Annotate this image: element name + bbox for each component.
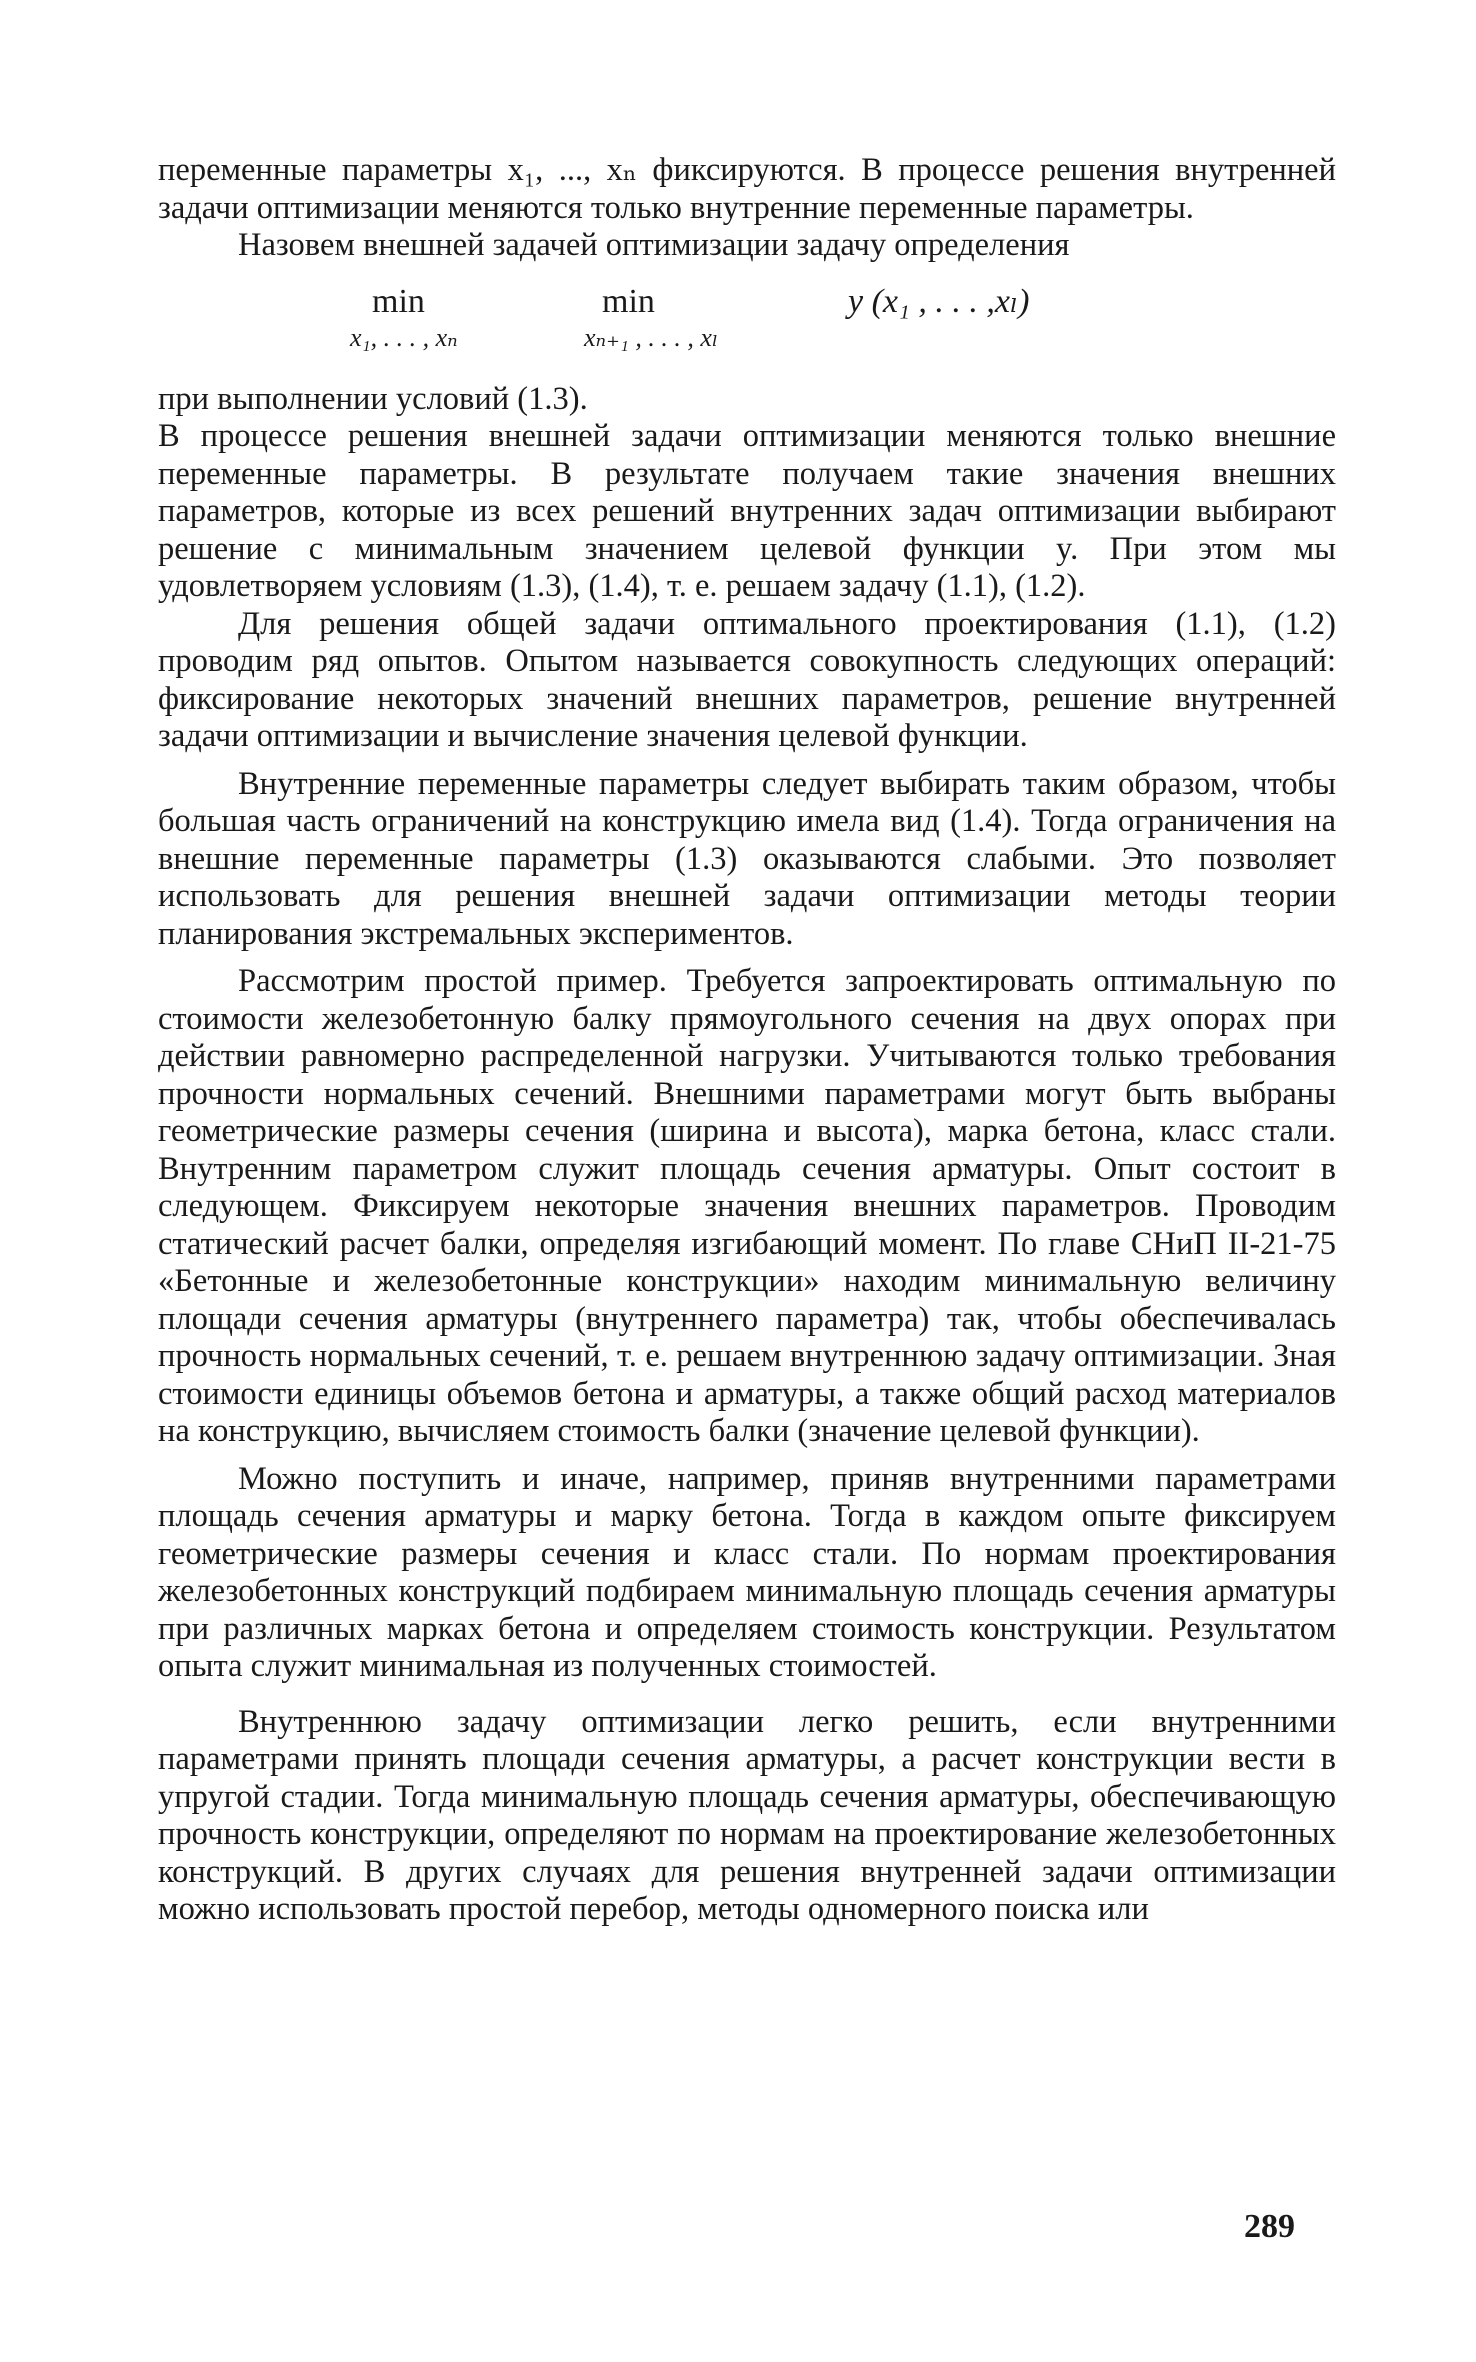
formula-min-outer: min [372, 282, 425, 320]
paragraph: при выполнении условий (1.3). [158, 380, 588, 417]
formula-sub-outer: x₁, . . . , xₙ [350, 322, 458, 352]
formula-sub-inner: xₙ₊₁ , . . . , xₗ [584, 322, 719, 352]
paragraph: Можно поступить и иначе, например, приняв внутренними параметрами площадь сечения арматуры и марку бетона. Тогда в каждом опыте фиксируем геометрические размеры сечения и класс стали. По нормам проектирования железобетонных конструкций подбираем минимальную площадь сечения арматуры при различных марках бетона и определяем стоимость конструкции. Результатом опыта служит минимальная из полученных стоимостей. [158, 1460, 1336, 1684]
paragraph: Для решения общей задачи оптимального проектирования (1.1), (1.2) проводим ряд опытов. Опытом называется совокупность следующих операций: фиксирование некоторых значений внешних параметров, решение внутренней задачи оптимизации и вычисление значения целевой функции. [158, 605, 1336, 754]
formula-min-inner: min [602, 282, 655, 320]
paragraph: В процессе решения внешней задачи оптимизации меняются только внешние переменные параметры. В результате получаем такие значения внешних параметров, которые из всех решений внутренних задач оптимизации выбирают решение с минимальным значением целевой функции y. При этом мы удовлетворяем условиям (1.3), (1.4), т. е. решаем задачу (1.1), (1.2). [158, 418, 1336, 604]
paragraph: переменные параметры x₁, ..., xₙ фиксируются. В процессе решения внутренней задачи оптимизации меняются только внутренние переменные параметры. [158, 152, 1336, 226]
paragraph: Назовем внешней задачей оптимизации задачу определения [238, 227, 1070, 263]
formula-function: y (x₁ , . . . ,xₗ) [848, 282, 1030, 320]
formula-min-min [158, 283, 1336, 371]
page-number: 289 [1244, 2208, 1295, 2245]
paragraph: Внутреннюю задачу оптимизации легко решить, если внутренними параметрами принять площади сечения арматуры, а расчет конструкции вести в упругой стадии. Тогда минимальную площадь сечения арматуры, обеспечивающую прочность конструкции, определяют по нормам на проектирование железобетонных конструкций. В других случаях для решения внутренней задачи оптимизации можно использовать простой перебор, методы одномерного поиска или [158, 1703, 1336, 1927]
paragraph: Внутренние переменные параметры следует выбирать таким образом, чтобы большая часть ограничений на конструкцию имела вид (1.4). Тогда ограничения на внешние переменные параметры (1.3) оказываются слабыми. Это позволяет использовать для решения внешней задачи оптимизации методы теории планирования экстремальных экспериментов. [158, 765, 1336, 952]
body-text [158, 152, 1336, 1929]
paragraph: Рассмотрим простой пример. Требуется запроектировать оптимальную по стоимости железобетонную балку прямоугольного сечения на двух опорах при действии равномерно распределенной нагрузки. Учитываются только требования прочности нормальных сечений. Внешними параметрами могут быть выбраны геометрические размеры сечения (ширина и высота), марка бетона, класс стали. Внутренним параметром служит площадь сечения арматуры. Опыт состоит в следующем. Фиксируем некоторые значения внешних параметров. Проводим статический расчет балки, определяя изгибающий момент. По главе СНиП II-21-75 «Бетонные и железобетонные конструкции» находим минимальную величину площади сечения арматуры (внутреннего параметра) так, чтобы обеспечивалась прочность нормальных сечений, т. е. решаем внутреннюю задачу оптимизации. Зная стоимости единицы объемов бетона и арматуры, а также общий расход материалов на конструкцию, вычисляем стоимость балки (значение целевой функции). [158, 963, 1336, 1449]
